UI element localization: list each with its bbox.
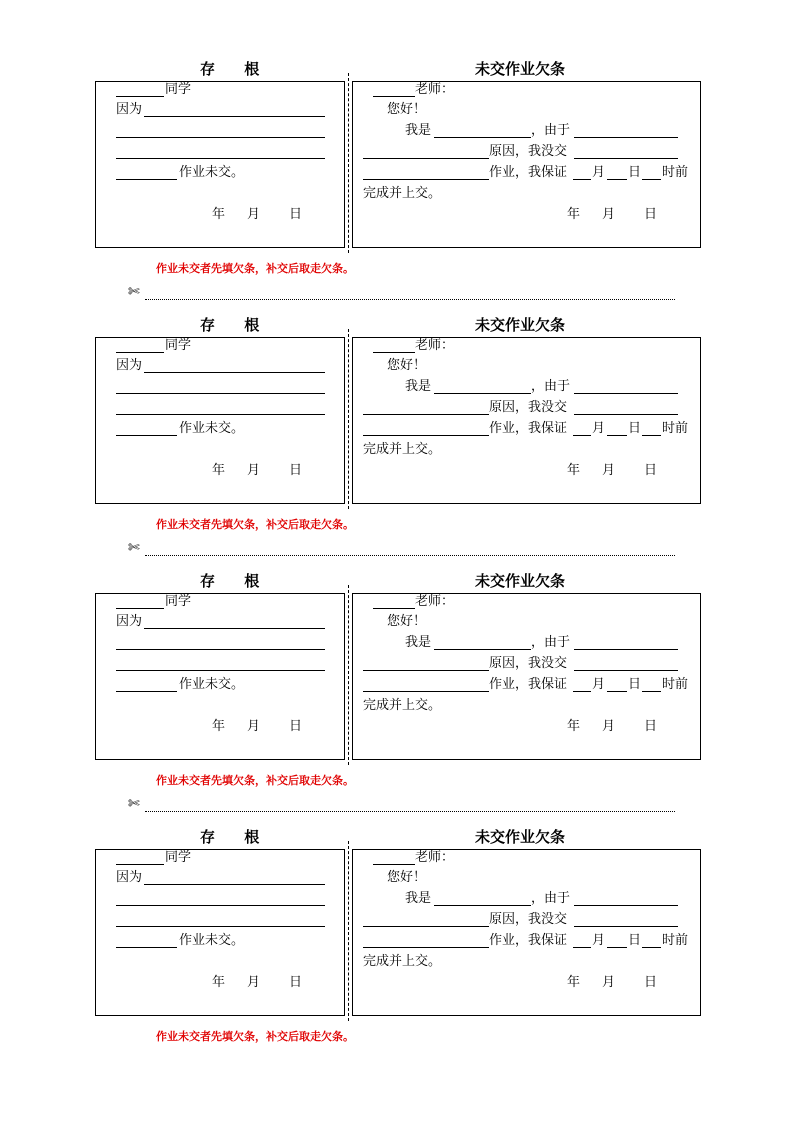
scissors-icon: ✄ xyxy=(128,540,140,556)
promise-month-blank[interactable] xyxy=(573,677,591,692)
stub-year-label: 年 xyxy=(212,207,226,222)
homework-name-blank-2[interactable] xyxy=(363,933,489,948)
student-name-blank[interactable] xyxy=(434,123,531,138)
promise-day-blank[interactable] xyxy=(607,165,627,180)
homework-slip-section xyxy=(0,572,793,833)
slip-month-label: 月 xyxy=(602,719,616,734)
reason-label: 原因，我没交 xyxy=(489,912,568,927)
time-before-label: 时前 xyxy=(662,421,689,436)
horizontal-cut-line xyxy=(145,299,675,300)
due-to-label: ，由于 xyxy=(531,379,571,394)
slip-day-label: 日 xyxy=(644,207,658,222)
due-to-label: ，由于 xyxy=(531,123,571,138)
reason-blank-2[interactable] xyxy=(116,123,325,138)
time-before-label: 时前 xyxy=(662,933,689,948)
slip-box xyxy=(352,337,701,504)
slip-day-label: 日 xyxy=(644,719,658,734)
slip-title: 未交作业欠条 xyxy=(475,316,566,334)
instruction-note: 作业未交者先填欠条，补交后取走欠条。 xyxy=(156,1030,354,1043)
greeting: 您好！ xyxy=(387,870,427,885)
reason-blank-3[interactable] xyxy=(116,400,325,415)
because-label: 因为 xyxy=(116,870,143,885)
slip-year-label: 年 xyxy=(567,207,581,222)
homework-name-blank[interactable] xyxy=(574,656,678,671)
reason-blank-3[interactable] xyxy=(116,144,325,159)
promise-hour-blank[interactable] xyxy=(642,421,661,436)
reason-blank-2[interactable] xyxy=(363,400,489,415)
homework-not-submitted-label: 作业未交。 xyxy=(179,933,245,948)
slip-day-label: 日 xyxy=(644,463,658,478)
homework-name-blank[interactable] xyxy=(116,677,177,692)
stub-month-label: 月 xyxy=(247,975,261,990)
classmate-label: 同学 xyxy=(165,338,192,353)
stub-month-label: 月 xyxy=(247,463,261,478)
slip-box xyxy=(352,593,701,760)
homework-name-blank-2[interactable] xyxy=(363,421,489,436)
because-label: 因为 xyxy=(116,614,143,629)
teacher-label: 老师： xyxy=(415,338,455,353)
stub-day-label: 日 xyxy=(289,719,303,734)
slip-year-label: 年 xyxy=(567,719,581,734)
i-am-label: 我是 xyxy=(405,379,432,394)
time-before-label: 时前 xyxy=(662,677,689,692)
instruction-note: 作业未交者先填欠条，补交后取走欠条。 xyxy=(156,518,354,531)
i-am-label: 我是 xyxy=(405,635,432,650)
reason-blank-1[interactable] xyxy=(144,102,325,117)
promise-day-label: 日 xyxy=(628,933,642,948)
promise-day-blank[interactable] xyxy=(607,677,627,692)
stub-title: 存 根 xyxy=(200,828,272,846)
classmate-label: 同学 xyxy=(165,594,192,609)
teacher-name-blank[interactable] xyxy=(373,850,415,865)
teacher-label: 老师： xyxy=(415,594,455,609)
homework-name-blank-2[interactable] xyxy=(363,165,489,180)
reason-blank-1[interactable] xyxy=(144,358,325,373)
teacher-label: 老师： xyxy=(415,850,455,865)
classmate-label: 同学 xyxy=(165,850,192,865)
finish-and-submit-label: 完成并上交。 xyxy=(363,698,442,713)
instruction-note: 作业未交者先填欠条，补交后取走欠条。 xyxy=(156,774,354,787)
stub-day-label: 日 xyxy=(289,207,303,222)
reason-blank-1[interactable] xyxy=(574,123,678,138)
reason-blank-1[interactable] xyxy=(574,635,678,650)
promise-month-label: 月 xyxy=(592,165,606,180)
vertical-cut-line xyxy=(348,841,349,1021)
reason-label: 原因，我没交 xyxy=(489,144,568,159)
vertical-cut-line xyxy=(348,329,349,509)
i-am-label: 我是 xyxy=(405,891,432,906)
reason-blank-3[interactable] xyxy=(116,912,325,927)
instruction-note: 作业未交者先填欠条，补交后取走欠条。 xyxy=(156,262,354,275)
homework-not-submitted-label: 作业未交。 xyxy=(179,165,245,180)
student-name-blank[interactable] xyxy=(434,379,531,394)
slip-year-label: 年 xyxy=(567,463,581,478)
homework-slip-section xyxy=(0,60,793,321)
homework-promise-label: 作业，我保证 xyxy=(489,421,568,436)
time-before-label: 时前 xyxy=(662,165,689,180)
promise-hour-blank[interactable] xyxy=(642,165,661,180)
homework-name-blank[interactable] xyxy=(574,400,678,415)
reason-blank-1[interactable] xyxy=(574,379,678,394)
teacher-name-blank[interactable] xyxy=(373,338,415,353)
i-am-label: 我是 xyxy=(405,123,432,138)
teacher-name-blank[interactable] xyxy=(373,594,415,609)
horizontal-cut-line xyxy=(145,555,675,556)
slip-year-label: 年 xyxy=(567,975,581,990)
student-name-blank[interactable] xyxy=(116,338,164,353)
reason-blank-1[interactable] xyxy=(574,891,678,906)
slip-month-label: 月 xyxy=(602,463,616,478)
reason-blank-2[interactable] xyxy=(116,379,325,394)
promise-month-blank[interactable] xyxy=(573,165,591,180)
slip-title: 未交作业欠条 xyxy=(475,572,566,590)
slip-day-label: 日 xyxy=(644,975,658,990)
reason-blank-2[interactable] xyxy=(363,144,489,159)
stub-month-label: 月 xyxy=(247,207,261,222)
slip-month-label: 月 xyxy=(602,207,616,222)
reason-blank-2[interactable] xyxy=(116,635,325,650)
stub-box xyxy=(95,337,345,504)
reason-blank-1[interactable] xyxy=(144,614,325,629)
student-name-blank[interactable] xyxy=(116,850,164,865)
stub-year-label: 年 xyxy=(212,463,226,478)
promise-hour-blank[interactable] xyxy=(642,677,661,692)
stub-title: 存 根 xyxy=(200,60,272,78)
homework-not-submitted-label: 作业未交。 xyxy=(179,677,245,692)
homework-slip-section xyxy=(0,316,793,577)
greeting: 您好！ xyxy=(387,358,427,373)
homework-name-blank[interactable] xyxy=(116,165,177,180)
classmate-label: 同学 xyxy=(165,82,192,97)
finish-and-submit-label: 完成并上交。 xyxy=(363,954,442,969)
horizontal-cut-line xyxy=(145,811,675,812)
reason-blank-2[interactable] xyxy=(116,891,325,906)
reason-label: 原因，我没交 xyxy=(489,656,568,671)
stub-box xyxy=(95,81,345,248)
vertical-cut-line xyxy=(348,73,349,253)
slip-box xyxy=(352,849,701,1016)
homework-promise-label: 作业，我保证 xyxy=(489,933,568,948)
reason-blank-2[interactable] xyxy=(363,656,489,671)
scissors-icon: ✄ xyxy=(128,284,140,300)
homework-name-blank[interactable] xyxy=(574,144,678,159)
promise-day-label: 日 xyxy=(628,421,642,436)
homework-name-blank[interactable] xyxy=(574,912,678,927)
stub-month-label: 月 xyxy=(247,719,261,734)
promise-day-label: 日 xyxy=(628,165,642,180)
promise-day-blank[interactable] xyxy=(607,933,627,948)
slip-title: 未交作业欠条 xyxy=(475,60,566,78)
homework-slip-section xyxy=(0,828,793,1089)
homework-not-submitted-label: 作业未交。 xyxy=(179,421,245,436)
reason-blank-1[interactable] xyxy=(144,870,325,885)
vertical-cut-line xyxy=(348,585,349,765)
promise-month-blank[interactable] xyxy=(573,421,591,436)
promise-hour-blank[interactable] xyxy=(642,933,661,948)
reason-blank-3[interactable] xyxy=(116,656,325,671)
stub-year-label: 年 xyxy=(212,975,226,990)
promise-month-blank[interactable] xyxy=(573,933,591,948)
finish-and-submit-label: 完成并上交。 xyxy=(363,442,442,457)
because-label: 因为 xyxy=(116,102,143,117)
homework-promise-label: 作业，我保证 xyxy=(489,165,568,180)
slip-box xyxy=(352,81,701,248)
stub-box xyxy=(95,849,345,1016)
student-name-blank[interactable] xyxy=(434,891,531,906)
due-to-label: ，由于 xyxy=(531,635,571,650)
promise-month-label: 月 xyxy=(592,421,606,436)
stub-day-label: 日 xyxy=(289,463,303,478)
promise-month-label: 月 xyxy=(592,677,606,692)
teacher-label: 老师： xyxy=(415,82,455,97)
homework-name-blank-2[interactable] xyxy=(363,677,489,692)
scissors-icon: ✄ xyxy=(128,796,140,812)
reason-blank-2[interactable] xyxy=(363,912,489,927)
homework-name-blank[interactable] xyxy=(116,933,177,948)
stub-year-label: 年 xyxy=(212,719,226,734)
promise-month-label: 月 xyxy=(592,933,606,948)
reason-label: 原因，我没交 xyxy=(489,400,568,415)
due-to-label: ，由于 xyxy=(531,891,571,906)
homework-promise-label: 作业，我保证 xyxy=(489,677,568,692)
slip-month-label: 月 xyxy=(602,975,616,990)
homework-name-blank[interactable] xyxy=(116,421,177,436)
because-label: 因为 xyxy=(116,358,143,373)
promise-day-blank[interactable] xyxy=(607,421,627,436)
student-name-blank[interactable] xyxy=(116,82,164,97)
finish-and-submit-label: 完成并上交。 xyxy=(363,186,442,201)
stub-day-label: 日 xyxy=(289,975,303,990)
stub-box xyxy=(95,593,345,760)
student-name-blank[interactable] xyxy=(116,594,164,609)
promise-day-label: 日 xyxy=(628,677,642,692)
stub-title: 存 根 xyxy=(200,316,272,334)
teacher-name-blank[interactable] xyxy=(373,82,415,97)
student-name-blank[interactable] xyxy=(434,635,531,650)
greeting: 您好！ xyxy=(387,614,427,629)
stub-title: 存 根 xyxy=(200,572,272,590)
slip-title: 未交作业欠条 xyxy=(475,828,566,846)
greeting: 您好！ xyxy=(387,102,427,117)
